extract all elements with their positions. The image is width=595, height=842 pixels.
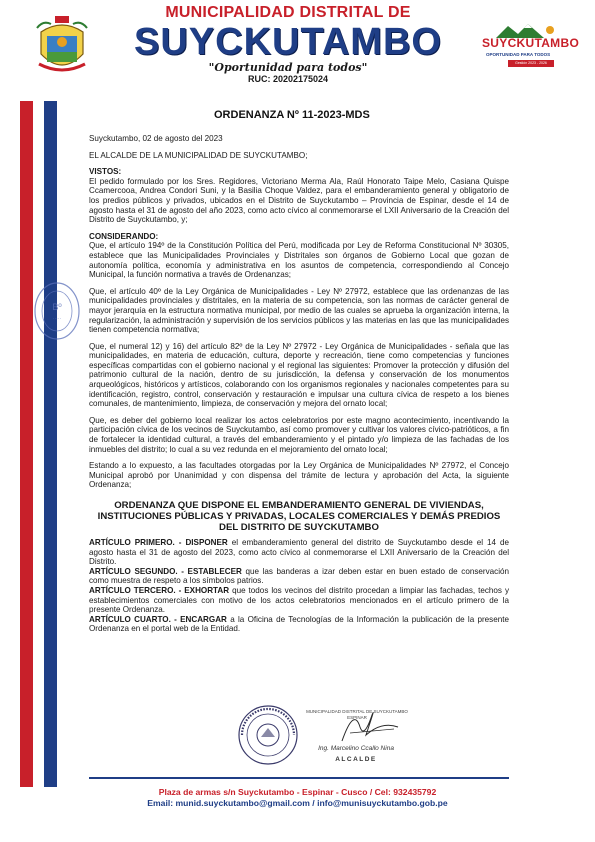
ruc-number: RUC: 20202175024 (247, 74, 329, 84)
article-label: ARTÍCULO PRIMERO. - DISPONER (89, 538, 228, 547)
article (89, 538, 509, 567)
article (89, 615, 509, 634)
article (89, 567, 509, 586)
red-stripe (20, 101, 33, 787)
svg-text:Bº: Bº (52, 302, 62, 312)
footer-email: Email: munid.suyckutambo@gmail.com / info@munisuyckutambo.gob.pe (147, 798, 448, 808)
article-label: ARTÍCULO SEGUNDO. - ESTABLECER (89, 566, 242, 576)
slogan: "Oportunidad para todos" (208, 61, 368, 74)
blue-stripe (44, 101, 57, 787)
margin-seal-stamp (31, 278, 83, 344)
considerando-heading: CONSIDERANDO: (89, 231, 159, 241)
handwritten-signature (302, 705, 412, 745)
municipality-name: SUYCKUTAMBO (134, 21, 442, 63)
considerando-paragraph: Que, es deber del gobierno local realizar los actos celebratorios por este magno acontecimiento, incentivando la participación cívica de los vecinos de Suyckutambo, así como promover y cultivar los valores cívico-patrióticos, a fin de fortalecer la identidad cultural, a través del embanderamiento y el pintado y/o limpieza de las fachadas de los inmuebles del distrito; lo cual a su vez redunda en el mejoramiento del ornato local; (89, 415, 509, 454)
stamp-entity: MUNICIPALIDAD DISTRITAL DE SUYCKUTAMBO ESPINAR (306, 709, 408, 720)
addressee: EL ALCALDE DE LA MUNICIPALIDAD DE SUYCKUTAMBO; (89, 150, 308, 160)
logo-title: SUYCKUTAMBO (482, 36, 580, 50)
article-text: que todos los vecinos del distrito procedan a limpiar las fachadas, techos y establecimientos comerciales con motivo de los actos celebratorios mencionados en el artículo primero de la presente Ordenanza. (89, 585, 510, 615)
administration-logo (478, 22, 580, 76)
document-body (89, 134, 509, 634)
signer-name: Ing. Marcelino Ccallo Nina (318, 745, 394, 752)
footer (0, 787, 595, 809)
date-line: Suyckutambo, 02 de agosto del 2023 (89, 134, 223, 143)
footer-divider (89, 777, 509, 779)
vistos-text: El pedido formulado por los Sres. Regidores, Victoriano Merma Ala, Raúl Honorato Taipe Melo, Casiana Quispe Ccamercooa, Andrea Condori Suni, y la Basilia Choque Valdez, para el embanderamiento general y obligatorio de los predios públicos y privados, ubicados en el Distrito de Suyckutambo – Provincia de Espinar, desde el 14 de agosto hasta el 31 de agosto del año 2023, como acto cívico al conmemorarse el LXII Aniversario de la Creación del Distrito de Suyckutambo, y; (89, 176, 509, 225)
official-seal-stamp (237, 704, 299, 766)
logo-years: Gestión 2023 - 2026 (508, 60, 554, 67)
article-text: el embanderamiento general del distrito de Suyckutambo desde el 14 de agosto hasta el 31 de agosto del 2023, como acto cívico al conmemorarse el LXII Aniversario de la Creación del Distrito. (89, 538, 510, 567)
document-title: ORDENANZA Nº 11-2023-MDS (214, 109, 370, 121)
considerando-paragraph: Estando a lo expuesto, a las facultades otorgadas por la Ley Orgánica de Municipalidades Nº 27972, el Concejo Municipal aprobó por Unanimidad y con dispensa del trámite de lectura y aprobación del Acta, la siguiente Ordenanza; (89, 461, 509, 490)
article-label: ARTÍCULO TERCERO. - EXHORTAR (89, 585, 230, 595)
signer-role: ALCALDE (335, 756, 377, 763)
considerando-paragraph: Que, el numeral 12) y 16) del artículo 82º de la Ley Nº 27972 - Ley Orgánica de Municipalidades - señala que las municipalidades, en materia de educación, cultura, deporte y recreación, tiene como competencias y funciones específicas compartidas con el gobierno nacional y el regional las siguientes: Promover la protección y difusión del patrimonio cultural de la nación, dentro de su jurisdicción, la defensa y conservación de los monumentos arqueológicos, históricos y artísticos, colaborando con los organismos regionales y nacionales competentes para su identificación, registro, control, conservación y restauración e impulsar una cultura cívica de respeto a los bienes comunales, de mantenimiento, limpieza, de conservación y mejora del ornato local; (89, 341, 509, 409)
letterhead (0, 0, 595, 100)
municipality-label: MUNICIPALIDAD DISTRITAL DE (165, 4, 411, 21)
signature-block (302, 705, 412, 767)
svg-text:·····: ····· (52, 316, 62, 322)
article (89, 586, 509, 615)
article-text: a la Oficina de Tecnologías de la Información la publicación de la presente Ordenanza en el portal web de la Entidad. (89, 614, 509, 634)
article-label: ARTÍCULO CUARTO. - ENCARGAR (89, 614, 227, 624)
considerando-paragraph: Que, el artículo 194º de la Constitución Política del Perú, modificada por Ley de Reforma Constitucional Nº 30305, establece que las Municipalidades Provinciales y Distritales son órganos de Gobierno Local que gozan de autonomía política, economía y administrativa en los asuntos de competencia, correspondiendo al Concejo Municipal, la función normativa a través de Ordenanzas; (89, 241, 509, 280)
logo-subtitle: OPORTUNIDAD PARA TODOS (486, 52, 551, 57)
coat-of-arms-logo (33, 14, 91, 78)
footer-address: Plaza de armas s/n Suyckutambo - Espinar - Cusco / Cel: 932435792 (158, 787, 437, 797)
ordinance-title: ORDENANZA QUE DISPONE EL EMBANDERAMIENTO GENERAL DE VIVIENDAS, INSTITUCIONES PÚBLICAS Y PRIVADAS, LOCALES COMERCIALES Y DEMÁS PREDIOS DEL DISTRITO DE SUYCKUTAMBO (97, 500, 501, 533)
article-text: que las banderas a izar deben estar en buen estado de conservación como muestra de respeto a los símbolos patrios. (89, 566, 509, 586)
vistos-heading: VISTOS: (89, 167, 122, 177)
municipality-name-block (118, 4, 458, 85)
considerando-paragraph: Que, el artículo 40º de la Ley Orgánica de Municipalidades - Ley Nº 27972, establece que las ordenanzas de las municipalidades provinciales y distritales, en la materia de su competencia, son las normas de carácter general de mayor jerarquía en la estructura normativa municipal, por medio de las cuales se aprueba la organización interna, la regularización, la administración y supervisión de los servicios públicos y las materias en las que las municipalidades tienen competencia normativa; (89, 286, 509, 335)
